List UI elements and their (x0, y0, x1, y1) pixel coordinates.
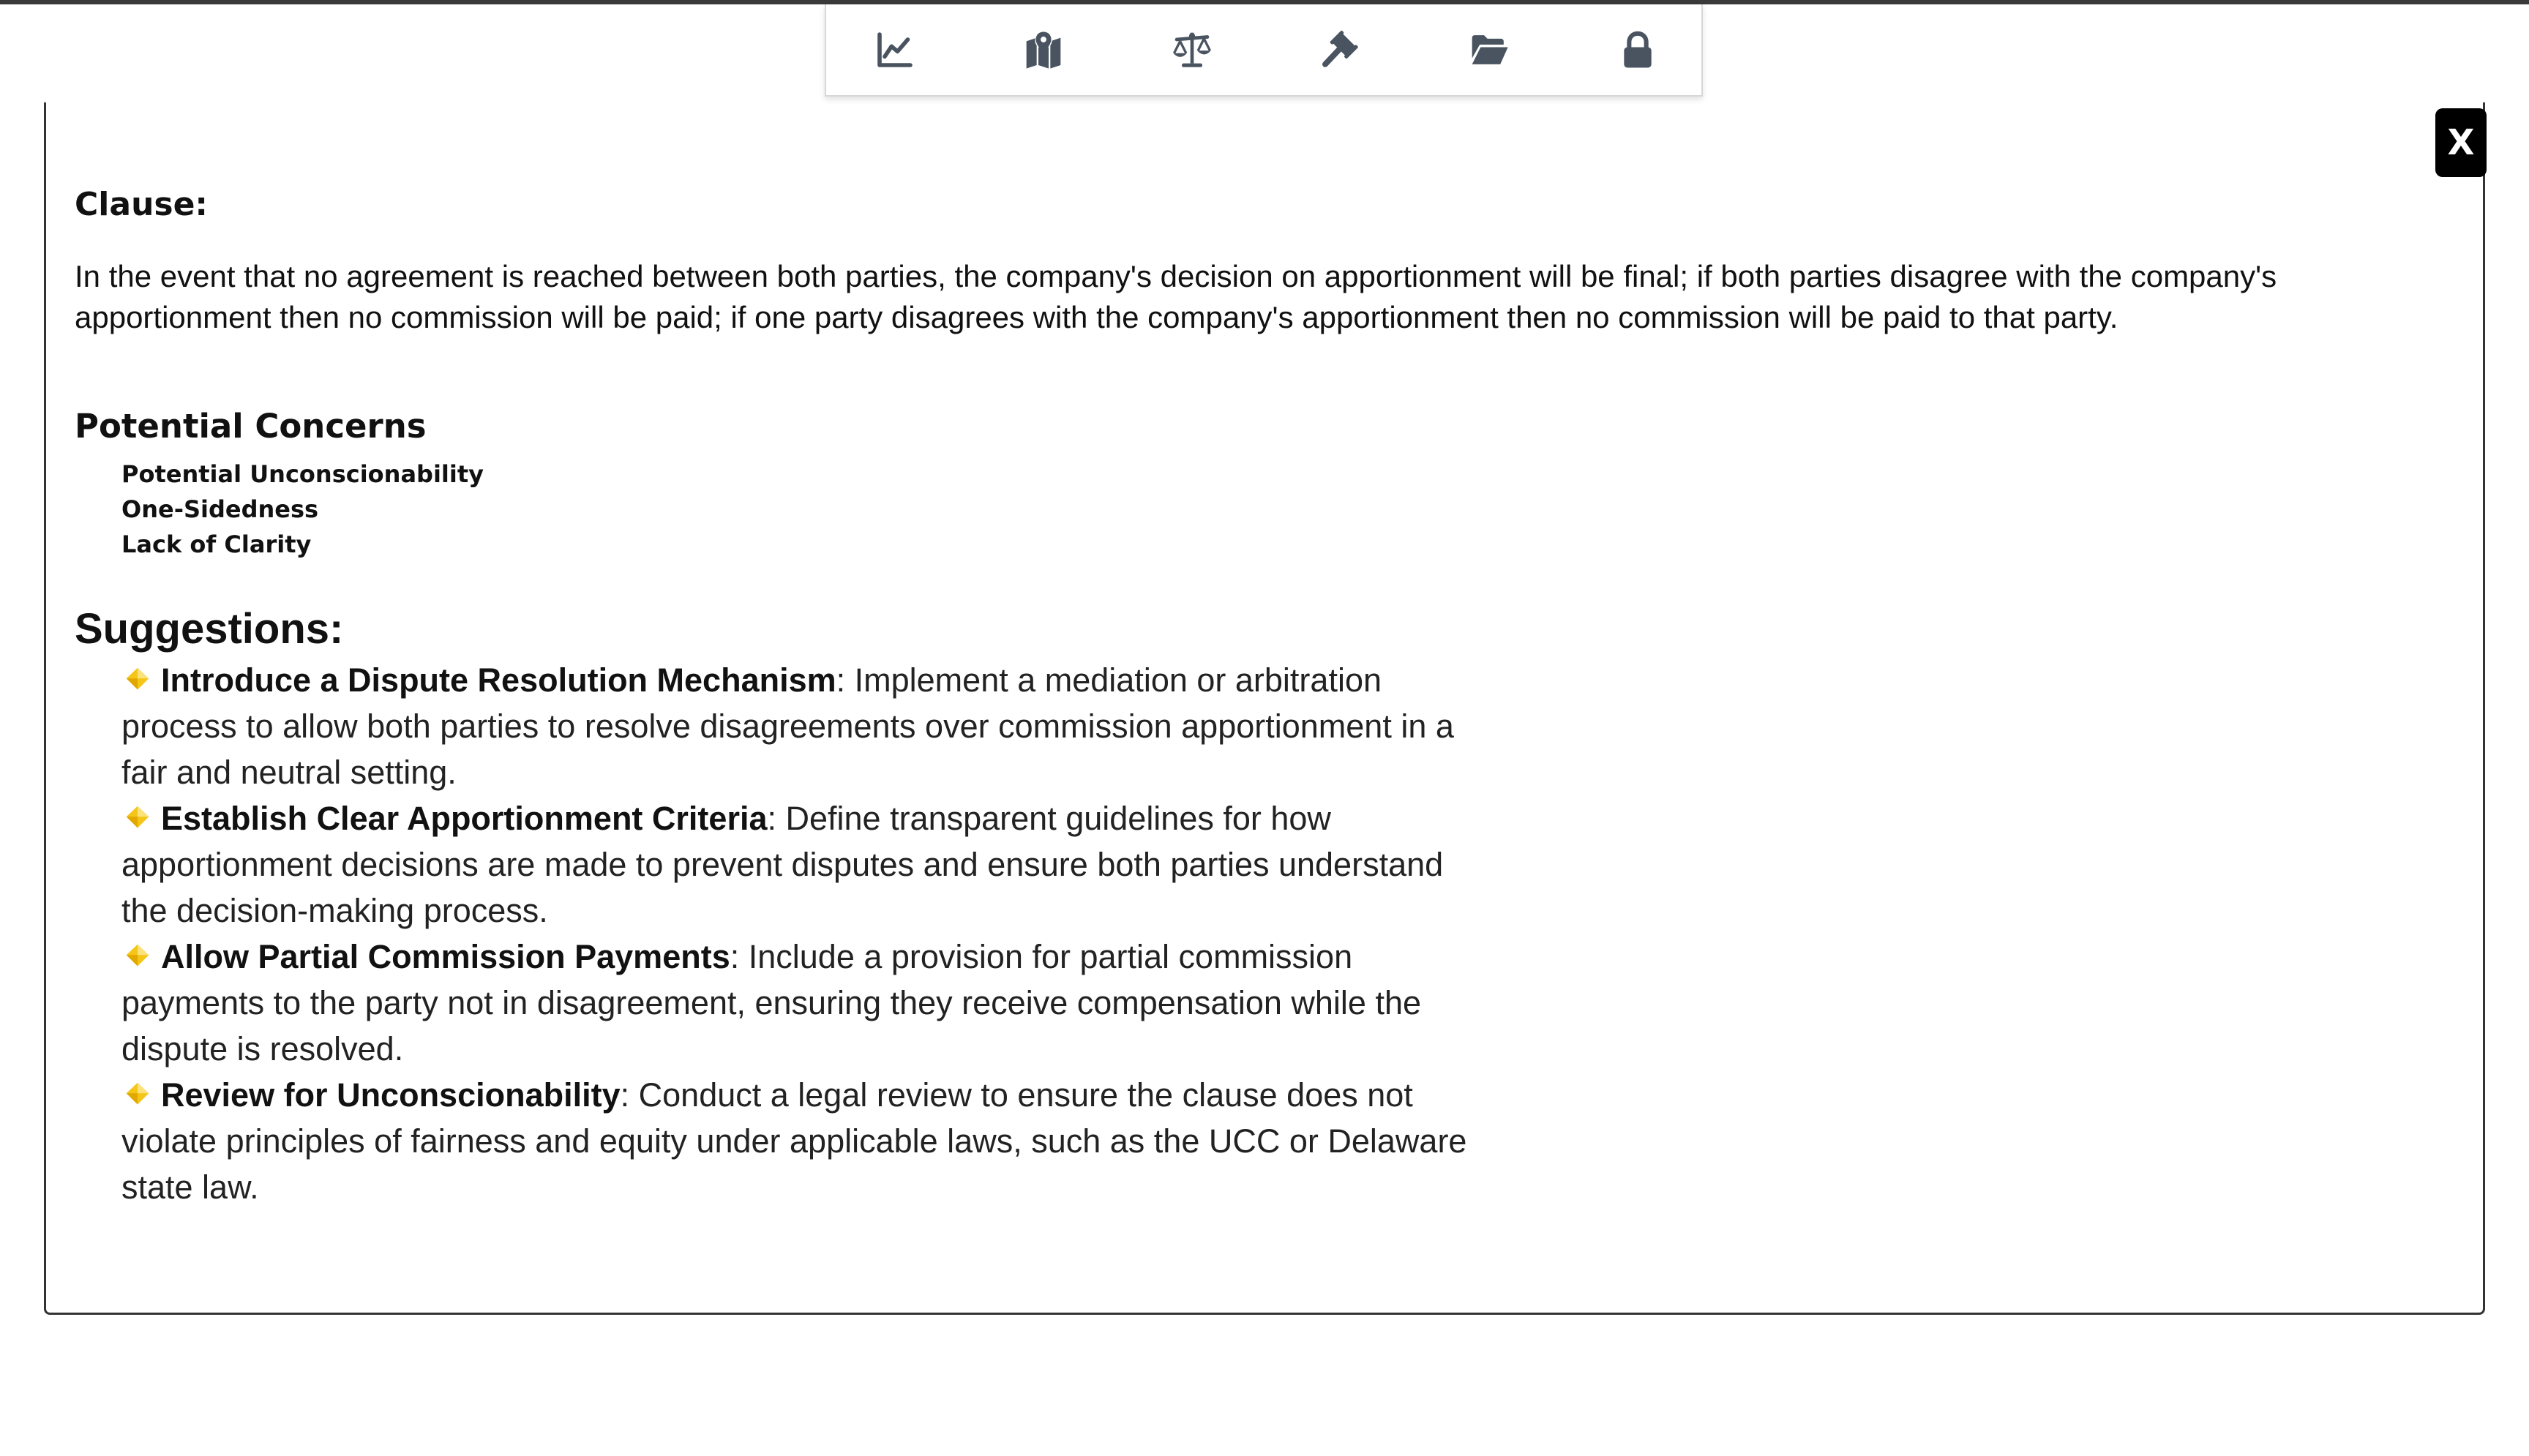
diamond-icon (124, 943, 151, 969)
concerns-list (121, 457, 484, 562)
diamond-icon (124, 667, 151, 693)
concern-item: Lack of Clarity (121, 530, 312, 558)
suggestion-text: : Include a provision for partial commission payments to the party not in disagreement, ensuring they receive compensation while the dispute is resolved. (121, 938, 1422, 1067)
suggestion-item (121, 1072, 1497, 1210)
scale-balance-icon (1172, 29, 1213, 70)
lock-icon (1617, 29, 1658, 70)
concern-item: One-Sidedness (121, 495, 319, 523)
suggestion-item (121, 795, 1497, 934)
suggestion-text: : Implement a mediation or arbitration process to allow both parties to resolve disagreements over commission apportionment in a fair and neutral setting. (121, 661, 1454, 791)
suggestion-text: : Define transparent guidelines for how apportionment decisions are made to prevent disputes and ensure both parties understand the decision-making process. (121, 800, 1444, 929)
documents-button[interactable] (1464, 28, 1515, 72)
clause-heading: Clause: (75, 186, 209, 223)
suggestion-title: Establish Clear Apportionment Criteria (161, 800, 768, 837)
suggestions-list (121, 657, 1497, 1210)
suggestion-title: Review for Unconscionability (161, 1076, 621, 1114)
concern-item: Potential Unconscionability (121, 460, 484, 488)
suggestion-title: Introduce a Dispute Resolution Mechanism (161, 661, 836, 699)
gavel-button[interactable] (1315, 28, 1366, 72)
legal-scale-button[interactable] (1166, 28, 1218, 72)
map-button[interactable] (1018, 28, 1069, 72)
potential-concerns-heading: Potential Concerns (75, 407, 427, 446)
analytics-button[interactable] (869, 28, 921, 72)
suggestion-title: Allow Partial Commission Payments (161, 938, 730, 975)
folder-open-icon (1469, 29, 1510, 70)
suggestion-text: : Conduct a legal review to ensure the clause does not violate principles of fairness and equity under applicable laws, such as the UCC or Delaware state law. (121, 1076, 1467, 1206)
diamond-icon (124, 1081, 151, 1108)
chart-line-icon (874, 29, 915, 70)
suggestion-item (121, 934, 1497, 1072)
gavel-icon (1320, 29, 1361, 70)
top-toolbar (825, 4, 1703, 97)
security-button[interactable] (1612, 28, 1663, 72)
suggestions-heading: Suggestions: (75, 605, 344, 653)
map-location-icon (1023, 29, 1064, 70)
diamond-icon (124, 805, 151, 831)
suggestion-item (121, 657, 1497, 795)
close-button[interactable]: X (2435, 108, 2487, 177)
clause-text: In the event that no agreement is reached between both parties, the company's decision on apportionment will be final; if both parties disagree with the company's apportionment then no commission will be paid; if one party disagrees with the company's apportionment then no commission will be paid to that party. (75, 259, 2277, 334)
